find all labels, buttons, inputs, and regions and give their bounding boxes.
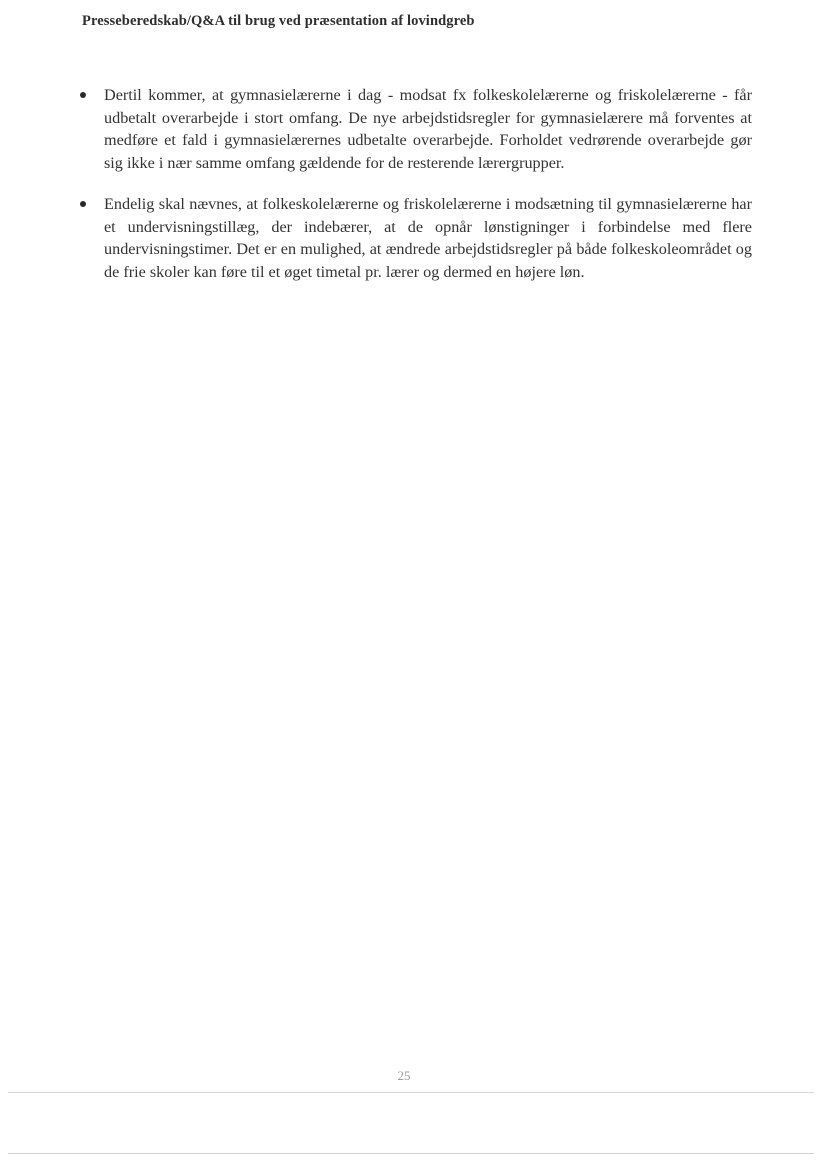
page-number: 25 [397, 1068, 411, 1083]
bullet-text: Endelig skal nævnes, at folkeskolelærerne og friskolelærerne i modsætning til gymnasielærerne har et undervisningstillæg, der indebærer, at de opnår lønstigninger i forbindelse med flere undervisningstimer. Det er en mulighed, at ændrede arbejdstidsregler på både folkeskoleområdet og de frie skoler kan føre til et øget timetal pr. lærer og dermed en højere løn. [104, 195, 752, 281]
bullet-list [80, 84, 752, 302]
bullet-dot-icon [80, 201, 86, 207]
bullet-item [80, 193, 752, 283]
document-header: Presseberedskab/Q&A til brug ved præsentation af lovindgreb [82, 13, 475, 29]
bullet-dot-icon [80, 92, 86, 98]
bullet-text: Dertil kommer, at gymnasielærerne i dag - modsat fx folkeskolelærerne og friskolelærerne - får udbetalt overarbejde i stort omfang. De nye arbejdstidsregler for gymnasielærere må forventes at medføre et fald i gymnasielærernes udbetalte overarbejde. Forholdet vedrørende overarbejde gør sig ikke i nær samme omfang gældende for de resterende lærergrupper. [104, 86, 752, 172]
bullet-item [80, 84, 752, 174]
divider-line [8, 1092, 814, 1093]
divider-line [8, 1153, 814, 1154]
